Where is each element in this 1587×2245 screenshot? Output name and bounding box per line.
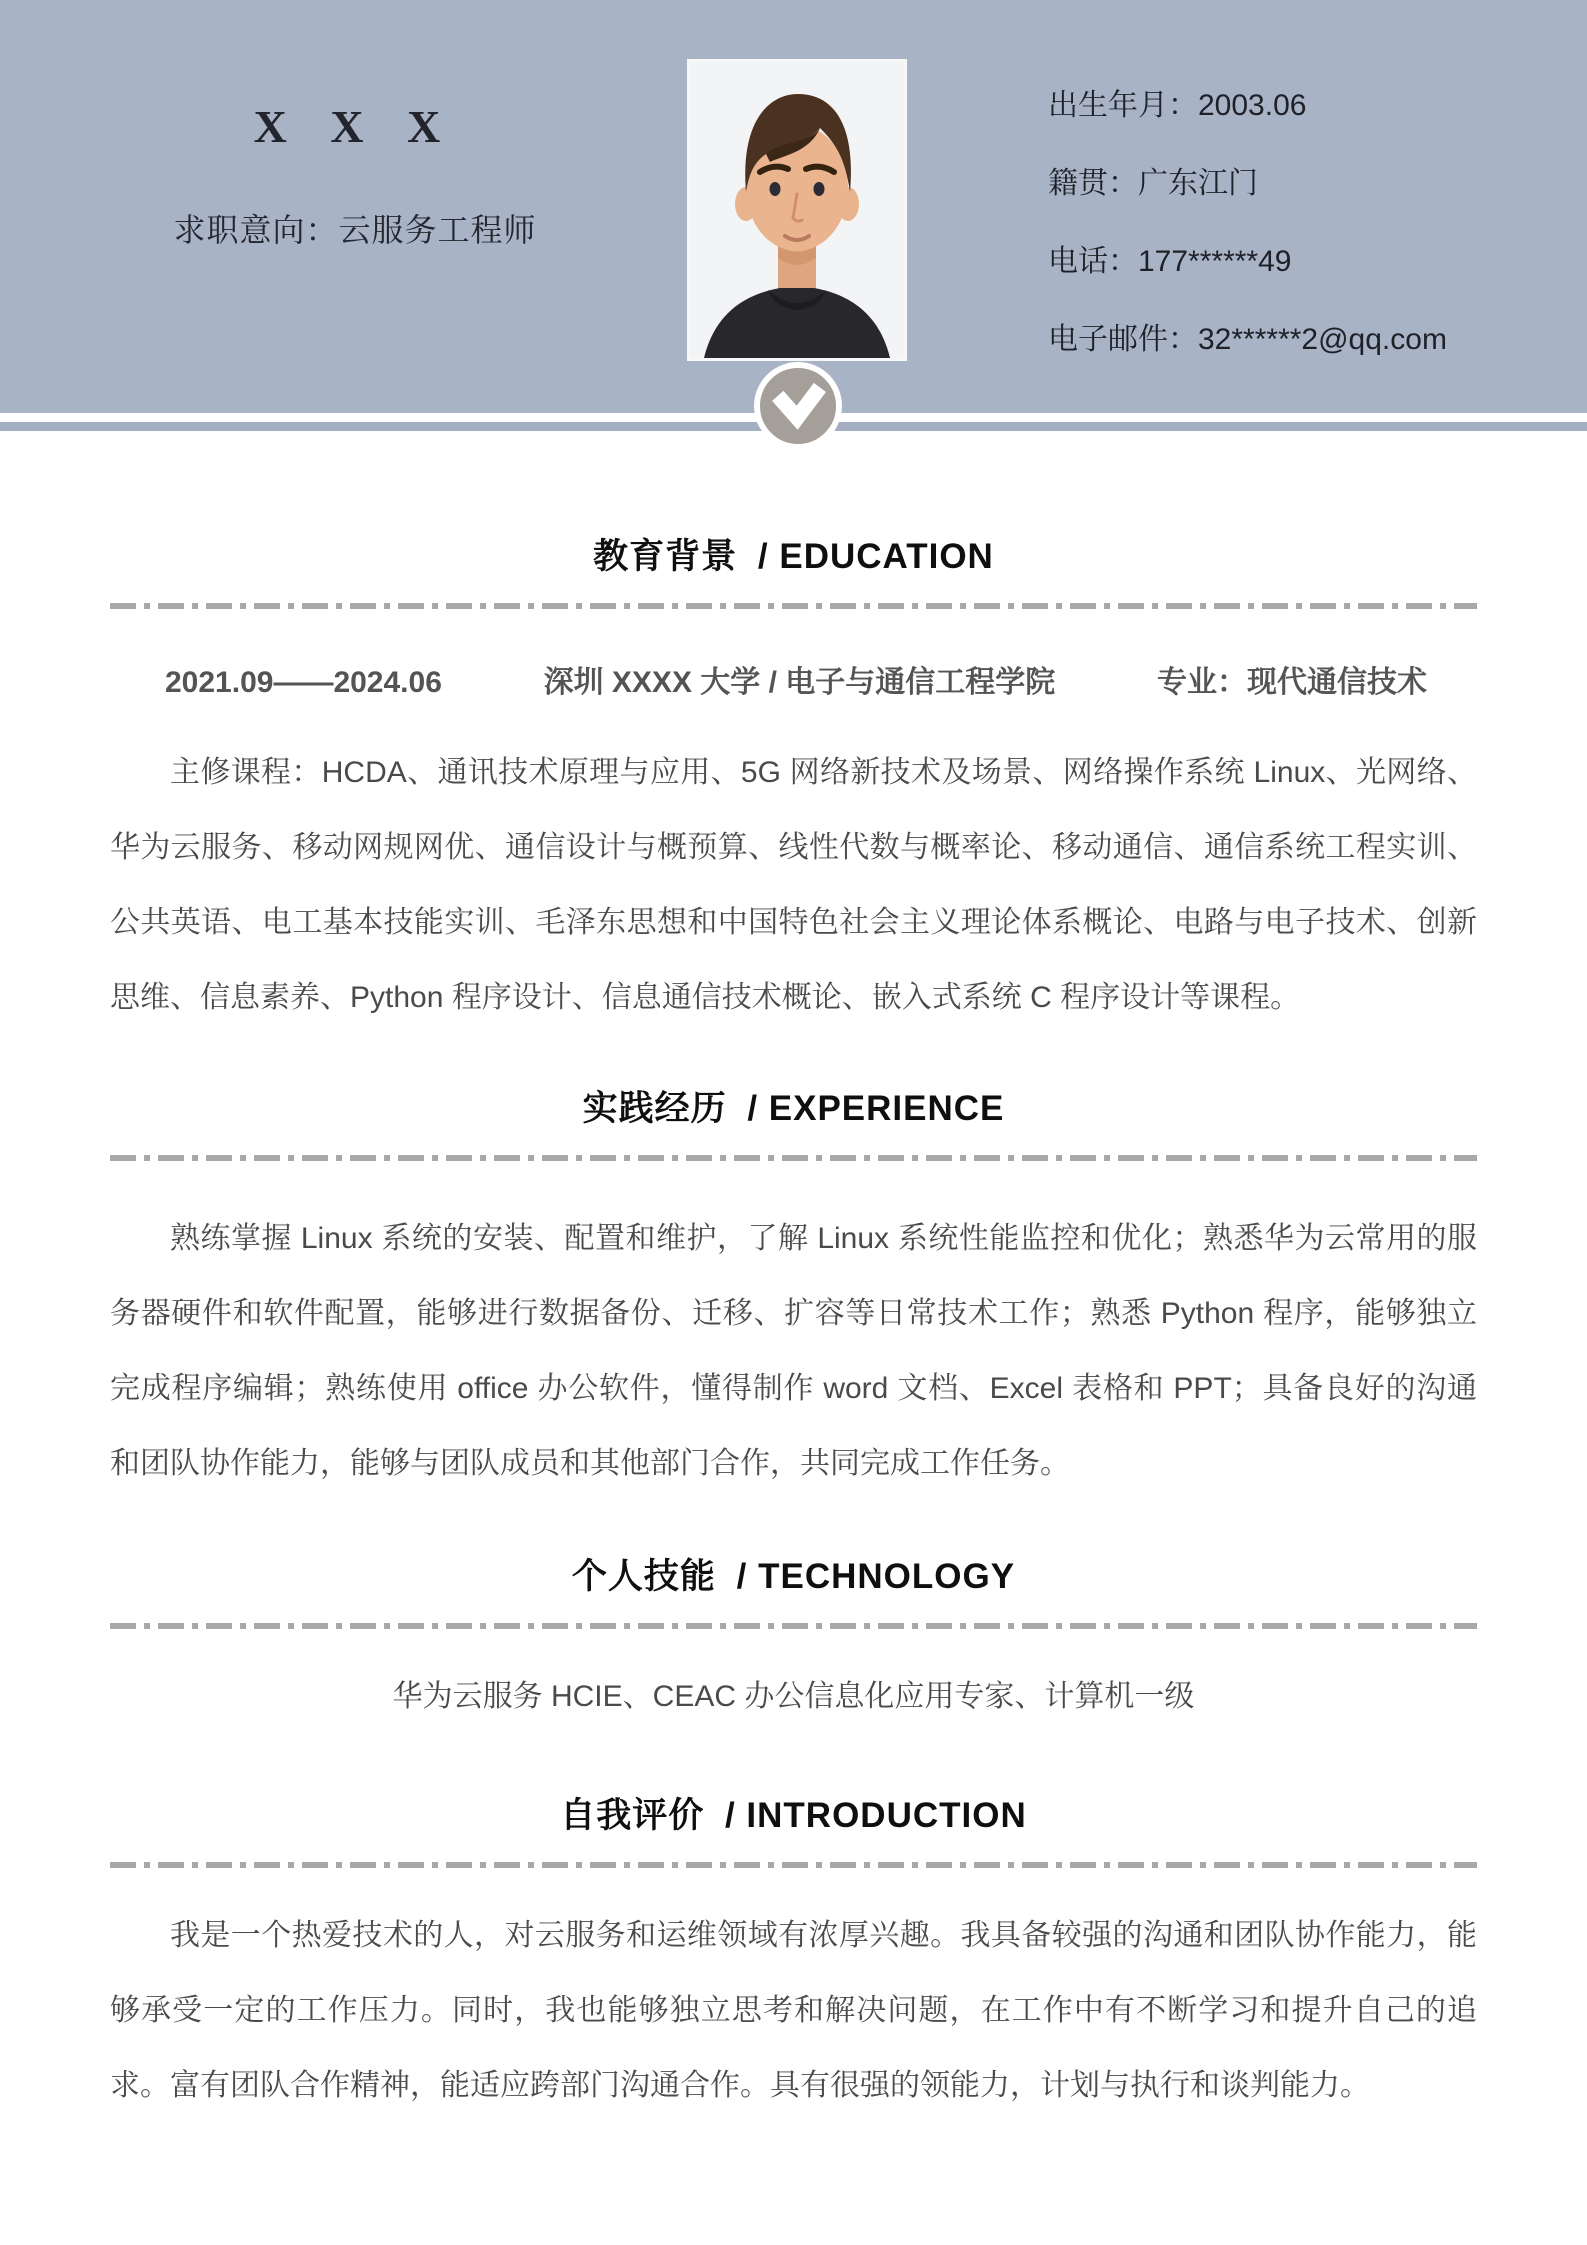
contact-info-list xyxy=(1048,88,1447,358)
education-date-range: 2021.09——2024.06 xyxy=(165,666,442,699)
info-hometown-value: 广东江门 xyxy=(1138,167,1258,200)
education-courses-paragraph: 主修课程：HCDA、通讯技术原理与应用、5G 网络新技术及场景、网络操作系统 Linux、光网络、华为云服务、移动网规网优、通信设计与概预算、线性代数与概率论、移动通信、通信系统工程实训、公共英语、电工基本技能实训、毛泽东思想和中国特色社会主义理论体系概论、电路与电子技术、创新思维、信息素养、Python 程序设计、信息通信技术概论、嵌入式系统 C 程序设计等课程。 xyxy=(110,756,1477,1014)
section-title-evaluation-zh: 自我评价 xyxy=(560,1796,705,1835)
section-divider xyxy=(110,1155,1477,1161)
info-email xyxy=(1048,322,1447,358)
section-title-skills-zh: 个人技能 xyxy=(571,1557,716,1596)
info-hometown xyxy=(1048,166,1447,202)
info-phone-value: 177******49 xyxy=(1138,245,1292,278)
section-title-skills xyxy=(110,1557,1477,1597)
section-title-evaluation-en: / INTRODUCTION xyxy=(724,1796,1027,1835)
section-title-experience-en: / EXPERIENCE xyxy=(747,1089,1005,1128)
chevron-down-glyph xyxy=(766,374,830,438)
info-birth-value: 2003.06 xyxy=(1198,89,1307,122)
info-birth-label: 出生年月： xyxy=(1048,89,1198,122)
section-divider xyxy=(110,1623,1477,1629)
section-title-education xyxy=(110,537,1477,577)
info-phone xyxy=(1048,244,1447,280)
name-block xyxy=(95,100,615,251)
info-birth xyxy=(1048,88,1447,124)
education-summary-row xyxy=(165,657,1427,701)
job-intent: 求职意向：云服务工程师 xyxy=(173,212,537,248)
section-divider xyxy=(110,603,1477,609)
info-phone-label: 电话： xyxy=(1048,245,1138,278)
profile-photo xyxy=(690,62,904,358)
section-divider xyxy=(110,1862,1477,1868)
section-title-education-en: / EDUCATION xyxy=(757,537,994,576)
male-avatar-illustration xyxy=(690,62,904,358)
evaluation-paragraph: 我是一个热爱技术的人，对云服务和运维领域有浓厚兴趣。我具备较强的沟通和团队协作能力，能够承受一定的工作压力。同时，我也能够独立思考和解决问题，在工作中有不断学习和提升自己的追求。富有团队合作精神，能适应跨部门沟通合作。具有很强的领能力，计划与执行和谈判能力。 xyxy=(110,1919,1477,2102)
skills-line: 华为云服务 HCIE、CEAC 办公信息化应用专家、计算机一级 xyxy=(392,1680,1195,1713)
section-title-education-zh: 教育背景 xyxy=(593,537,738,576)
section-title-experience xyxy=(110,1089,1477,1129)
section-title-experience-zh: 实践经历 xyxy=(582,1089,727,1128)
info-email-value: 32******2@qq.com xyxy=(1198,323,1447,356)
section-title-evaluation xyxy=(110,1796,1477,1836)
info-hometown-label: 籍贯： xyxy=(1048,167,1138,200)
candidate-name: X X X xyxy=(253,101,457,152)
resume-header xyxy=(0,0,1587,413)
info-email-label: 电子邮件： xyxy=(1048,323,1198,356)
education-major: 专业：现代通信技术 xyxy=(1156,666,1427,699)
education-school: 深圳 XXXX 大学 / 电子与通信工程学院 xyxy=(543,666,1056,699)
section-title-skills-en: / TECHNOLOGY xyxy=(736,1557,1016,1596)
resume-body xyxy=(0,431,1587,2123)
experience-paragraph: 熟练掌握 Linux 系统的安装、配置和维护，了解 Linux 系统性能监控和优化；熟悉华为云常用的服务器硬件和软件配置，能够进行数据备份、迁移、扩容等日常技术工作；熟悉 Python 程序，能够独立完成程序编辑；熟练使用 office 办公软件，懂得制作 word 文档、Excel 表格和 PPT；具备良好的沟通和团队协作能力，能够与团队成员和其他部门合作，共同完成工作任务。 xyxy=(110,1222,1477,1480)
